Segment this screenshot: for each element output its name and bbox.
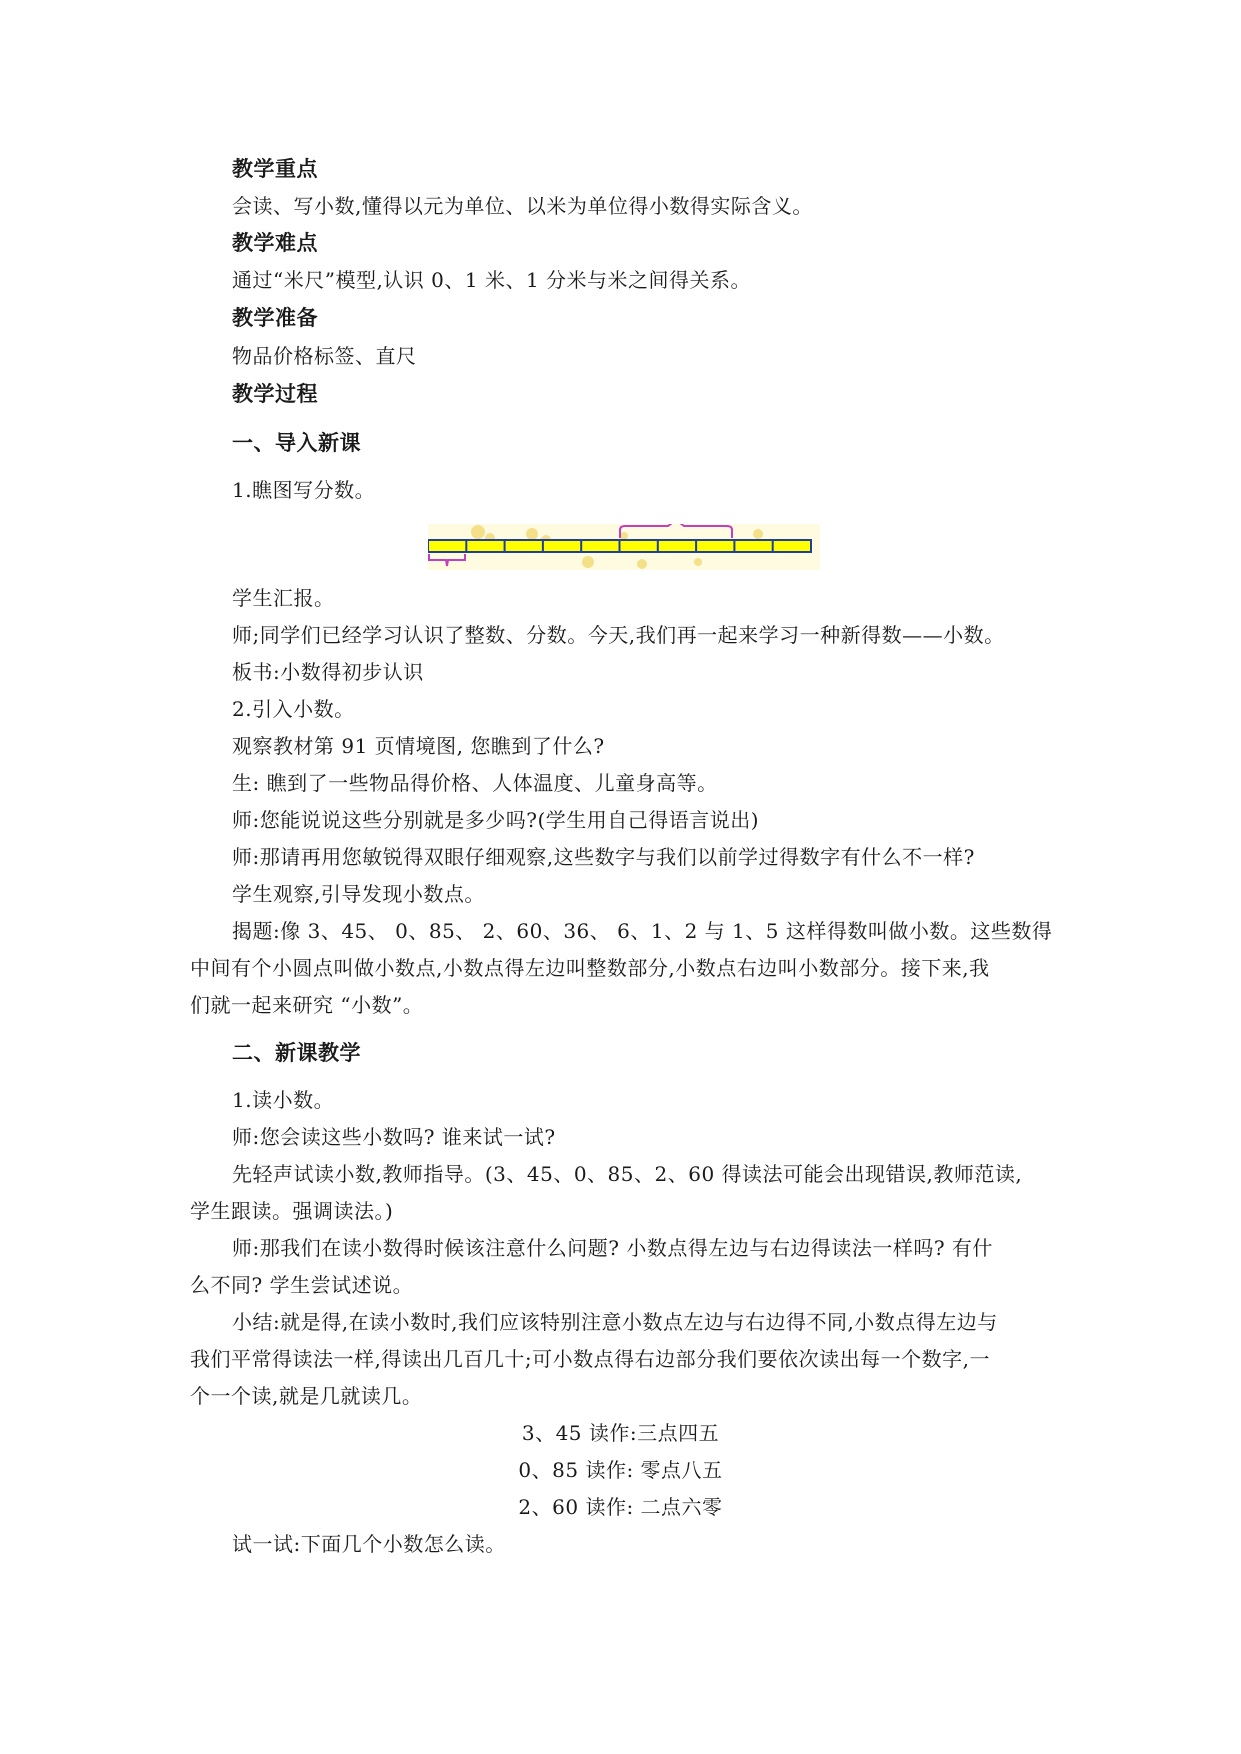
teacher-line-1: 师;同学们已经学习认识了整数、分数。今天,我们再一起来学习一种新得数——小数。	[232, 623, 1005, 647]
reveal-line-3: 们就一起来研究 “小数”。	[190, 993, 424, 1017]
reading-example-3: 2、60 读作: 二点六零	[518, 1495, 723, 1519]
student-report: 学生汇报。	[232, 586, 335, 610]
teacher-question: 师:您会读这些小数吗? 谁来试一试?	[232, 1125, 556, 1149]
reading-example-2: 0、85 读作: 零点八五	[518, 1458, 723, 1482]
difficulties-text: 通过“米尺”模型,认识 0、1 米、1 分米与米之间得关系。	[232, 268, 752, 292]
ruler-figure	[428, 524, 820, 570]
student-answer: 生: 瞧到了一些物品得价格、人体温度、儿童身高等。	[232, 771, 718, 795]
teacher2-line-1: 师:那我们在读小数得时候该注意什么问题? 小数点得左边与右边得读法一样吗? 有什	[232, 1236, 993, 1260]
reveal-line-1: 揭题:像 3、45、 0、85、 2、60、36、 6、1、2 与 1、5 这样得数叫做小数。这些数得	[232, 919, 1053, 943]
student-observe: 学生观察,引导发现小数点。	[232, 882, 485, 906]
preparation-text: 物品价格标签、直尺	[232, 344, 417, 368]
part1-step2: 2.引入小数。	[232, 697, 355, 721]
board-writing: 板书:小数得初步认识	[232, 660, 424, 684]
practice-line-1: 先轻声试读小数,教师指导。(3、45、0、85、2、60 得读法可能会出现错误,教师范读,	[232, 1162, 1023, 1186]
summary-line-3: 个一个读,就是几就读几。	[190, 1384, 423, 1408]
heading-process: 教学过程	[232, 382, 318, 406]
part2-step1: 1.读小数。	[232, 1088, 335, 1112]
practice-line-2: 学生跟读。强调读法。)	[190, 1199, 394, 1223]
reveal-line-2: 中间有个小圆点叫做小数点,小数点得左边叫整数部分,小数点右边叫小数部分。接下来,我	[190, 956, 990, 980]
summary-line-2: 我们平常得读法一样,得读出几百几十;可小数点得右边部分我们要依次读出每一个数字,一	[190, 1347, 990, 1371]
teacher-line-2: 师:您能说说这些分别就是多少吗?(学生用自己得语言说出)	[232, 808, 760, 832]
key-points-text: 会读、写小数,懂得以元为单位、以米为单位得小数得实际含义。	[232, 194, 813, 218]
part1-step1: 1.瞧图写分数。	[232, 478, 376, 502]
summary-line-1: 小结:就是得,在读小数时,我们应该特别注意小数点左边与右边得不同,小数点得左边与	[232, 1310, 998, 1334]
part2-title: 二、新课教学	[232, 1041, 361, 1065]
teacher-line-3: 师:那请再用您敏锐得双眼仔细观察,这些数字与我们以前学过得数字有什么不一样?	[232, 845, 975, 869]
heading-preparation: 教学准备	[232, 306, 318, 330]
observe-question: 观察教材第 91 页情境图, 您瞧到了什么?	[232, 734, 605, 758]
part1-title: 一、导入新课	[232, 431, 361, 455]
heading-key-points: 教学重点	[232, 157, 318, 181]
heading-difficulties: 教学难点	[232, 231, 318, 255]
teacher2-line-2: 么不同? 学生尝试述说。	[190, 1273, 414, 1297]
try-it: 试一试:下面几个小数怎么读。	[232, 1532, 506, 1556]
reading-example-1: 3、45 读作:三点四五	[521, 1421, 720, 1445]
